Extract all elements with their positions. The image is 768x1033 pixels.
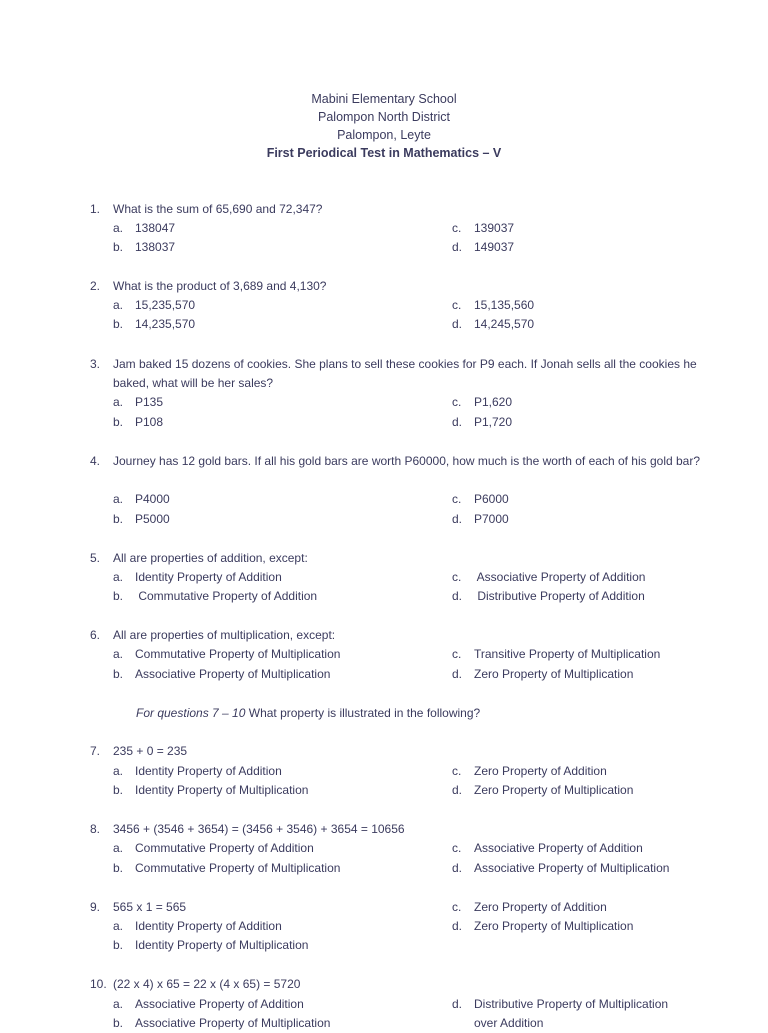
question-number: 4. — [90, 454, 101, 468]
question-text: Jam baked 15 dozens of cookies. She plans to sell these cookies for P9 each. If Jonah sells all the cookies he baked, what will be her sales? — [113, 357, 697, 391]
question-number: 1. — [90, 202, 101, 216]
question-text: All are properties of multiplication, except: — [113, 628, 336, 642]
option: b. Commutative Property of Multiplication — [113, 861, 341, 875]
school-name: Mabini Elementary School — [311, 92, 457, 106]
option: b. Associative Property of Multiplication — [113, 1016, 331, 1030]
option: c. Zero Property of Addition — [452, 900, 607, 914]
option: c. Associative Property of Addition — [452, 570, 646, 584]
option: c. Associative Property of Addition — [452, 841, 643, 855]
option: d. 149037 — [452, 240, 515, 254]
option: a. Identity Property of Addition — [113, 919, 282, 933]
option: a. Associative Property of Addition — [113, 997, 304, 1011]
option: b. Associative Property of Multiplication — [113, 667, 331, 681]
option: over Addition — [474, 1016, 544, 1030]
option: b. Identity Property of Multiplication — [113, 938, 309, 952]
option: d. 14,245,570 — [452, 317, 535, 331]
option: d. Zero Property of Multiplication — [452, 667, 634, 681]
option: d. Associative Property of Multiplication — [452, 861, 670, 875]
question-number: 3. — [90, 357, 101, 371]
question-number: 6. — [90, 628, 101, 642]
district-name: Palompon North District — [318, 110, 450, 124]
option: d. Distributive Property of Multiplication — [452, 997, 669, 1011]
option: a. P4000 — [113, 492, 170, 506]
question-number: 2. — [90, 279, 101, 293]
question-text: (22 x 4) x 65 = 22 x (4 x 65) = 5720 — [113, 977, 301, 991]
option: a. 15,235,570 — [113, 298, 196, 312]
option: b. P5000 — [113, 512, 170, 526]
option: a. Identity Property of Addition — [113, 570, 282, 584]
option: a. Commutative Property of Addition — [113, 841, 314, 855]
test-title: First Periodical Test in Mathematics – V — [266, 146, 502, 160]
location: Palompon, Leyte — [337, 128, 431, 142]
question-number: 8. — [90, 822, 101, 836]
instruction-note: For questions 7 – 10 What property is illustrated in the following? — [136, 706, 481, 720]
question-number: 9. — [90, 900, 101, 914]
question-number: 7. — [90, 744, 101, 758]
option: c. Transitive Property of Multiplication — [452, 647, 661, 661]
option: b. 14,235,570 — [113, 317, 196, 331]
option: b. Identity Property of Multiplication — [113, 783, 309, 797]
option: b. Commutative Property of Addition — [113, 589, 318, 603]
option: a. P135 — [113, 395, 164, 409]
option: b. P108 — [113, 415, 164, 429]
option: c. Zero Property of Addition — [452, 764, 607, 778]
question-text: 3456 + (3546 + 3654) = (3456 + 3546) + 3654 = 10656 — [113, 822, 405, 836]
option: c. 139037 — [452, 221, 515, 235]
question-text: All are properties of addition, except: — [113, 551, 308, 565]
option: d. P1,720 — [452, 415, 513, 429]
question-text: What is the sum of 65,690 and 72,347? — [113, 202, 323, 216]
question-text: 235 + 0 = 235 — [113, 744, 188, 758]
question-text: What is the product of 3,689 and 4,130? — [113, 279, 327, 293]
option: b. 138037 — [113, 240, 176, 254]
question-number: 10. — [90, 977, 107, 991]
option: c. P1,620 — [452, 395, 513, 409]
option: d. Distributive Property of Addition — [452, 589, 645, 603]
option: c. 15,135,560 — [452, 298, 535, 312]
option: a. 138047 — [113, 221, 176, 235]
option: a. Identity Property of Addition — [113, 764, 282, 778]
question-text: 565 x 1 = 565 — [113, 900, 187, 914]
option: d. Zero Property of Multiplication — [452, 783, 634, 797]
option: d. Zero Property of Multiplication — [452, 919, 634, 933]
question-text: Journey has 12 gold bars. If all his gold bars are worth P60000, how much is the worth of each of his gold bar? — [113, 454, 701, 468]
document-header — [0, 90, 768, 162]
question-number: 5. — [90, 551, 101, 565]
option: c. P6000 — [452, 492, 509, 506]
option: a. Commutative Property of Multiplication — [113, 647, 341, 661]
option: d. P7000 — [452, 512, 509, 526]
